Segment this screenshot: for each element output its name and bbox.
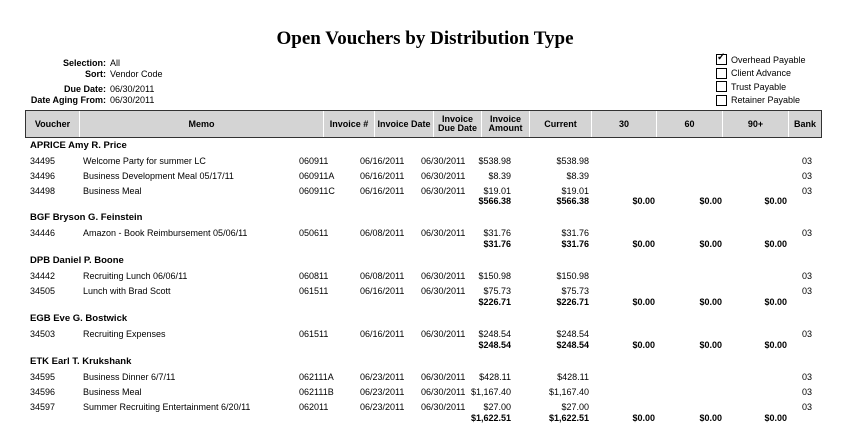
checkbox-box[interactable] <box>716 68 727 79</box>
col-invoice-due-date: Invoice Due Date <box>434 111 482 137</box>
vendor-group-header: APRICE Amy R. Price <box>30 140 127 151</box>
col-60: 60 <box>657 111 723 137</box>
checkbox-retainer-payable[interactable]: Retainer Payable <box>716 94 806 108</box>
checkbox-client-advance[interactable]: Client Advance <box>716 67 806 81</box>
col-memo: Memo <box>80 111 324 137</box>
col-invoice-no: Invoice # <box>324 111 375 137</box>
checkbox-trust-payable[interactable]: Trust Payable <box>716 80 806 94</box>
vendor-group-header: EGB Eve G. Bostwick <box>30 313 128 324</box>
distribution-type-checkboxes <box>716 53 806 107</box>
checkbox-box[interactable] <box>716 81 727 92</box>
param-due-date: Due Date: 06/30/2011 <box>63 84 155 94</box>
col-current: Current <box>530 111 592 137</box>
report-title: Open Vouchers by Distribution Type <box>276 28 574 49</box>
col-invoice-amount: Invoice Amount <box>482 111 530 137</box>
param-sort: Sort: Vendor Code <box>85 69 163 79</box>
checkbox-overhead-payable[interactable]: ✓ Overhead Payable <box>716 53 806 67</box>
col-90-plus: 90+ <box>723 111 789 137</box>
param-selection: Selection: All <box>62 58 121 68</box>
checkbox-box[interactable] <box>716 95 727 106</box>
param-aging-date: Date Aging From: 06/30/2011 <box>30 95 155 105</box>
col-invoice-date: Invoice Date <box>375 111 434 137</box>
vendor-group-header: DPB Daniel P. Boone <box>30 255 124 266</box>
table-header <box>25 110 822 138</box>
report-parameters <box>30 58 163 106</box>
vendor-group-header: BGF Bryson G. Feinstein <box>30 212 143 223</box>
vendor-group-header: ETK Earl T. Krukshank <box>30 356 132 367</box>
col-voucher: Voucher <box>26 111 80 137</box>
col-30: 30 <box>592 111 657 137</box>
col-bank: Bank <box>789 111 821 137</box>
checkbox-box[interactable] <box>716 54 727 65</box>
